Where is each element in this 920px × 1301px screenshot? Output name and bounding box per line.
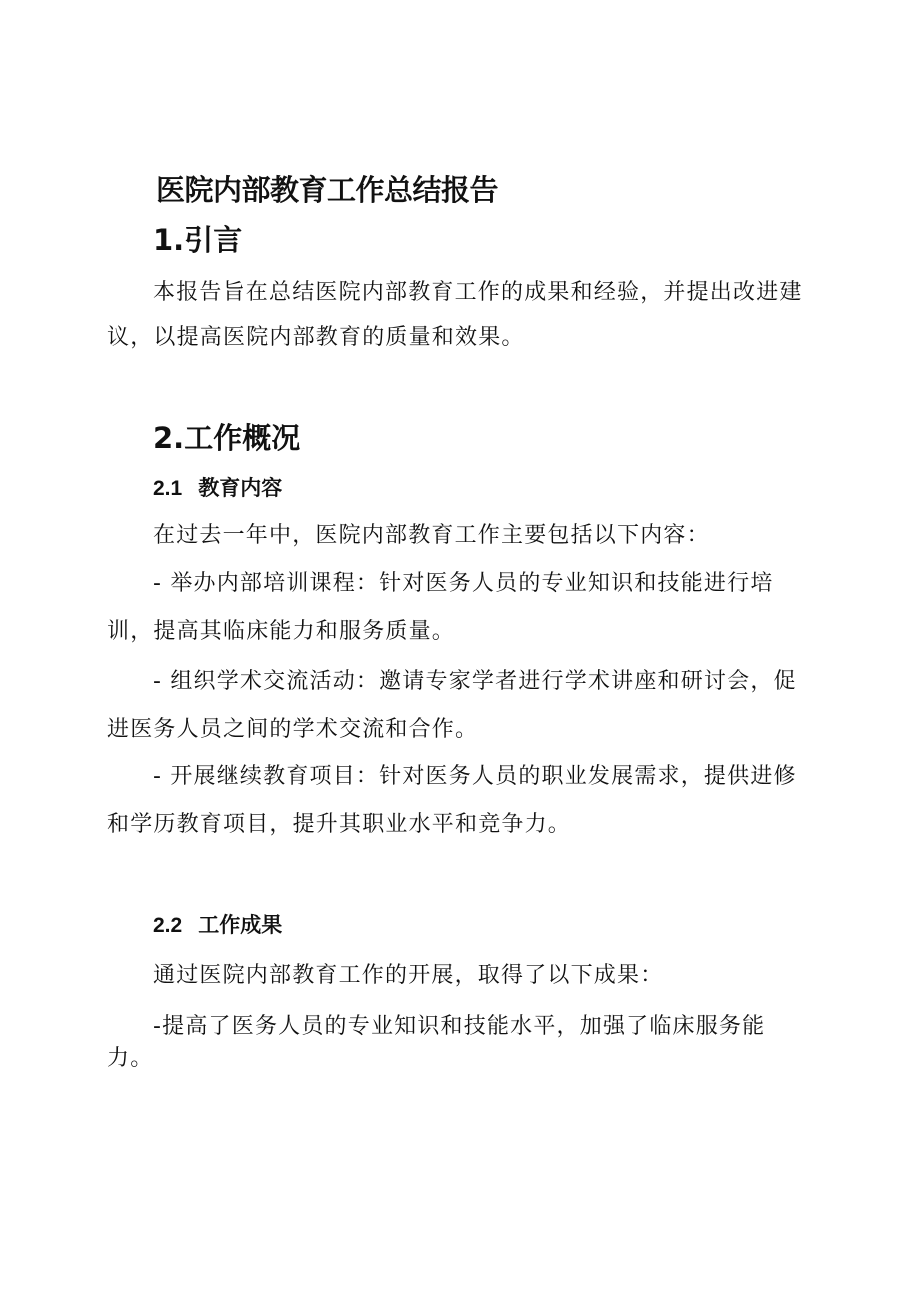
content-intro: 在过去一年中，医院内部教育工作主要包括以下内容： — [153, 523, 710, 548]
section-heading-text: 工作概况 — [184, 421, 301, 455]
subsection-title: 工作成果 — [198, 914, 283, 937]
list-item-line: -提高了医务人员的专业知识和技能水平，加强了临床服务能 — [153, 1014, 766, 1039]
list-item-line: 力。 — [107, 1046, 154, 1071]
section-heading-introduction: 1.引言 — [153, 223, 243, 257]
subsection-number: 2.1 — [153, 477, 183, 500]
introduction-line: 议，以提高医院内部教育的质量和效果。 — [107, 325, 525, 350]
results-intro: 通过医院内部教育工作的开展，取得了以下成果： — [153, 963, 664, 988]
list-item-line: - 开展继续教育项目：针对医务人员的职业发展需求，提供进修 — [153, 764, 797, 789]
section-number: 2. — [153, 421, 185, 455]
subsection-number: 2.2 — [153, 914, 183, 937]
list-item-line: 和学历教育项目，提升其职业水平和竞争力。 — [107, 812, 572, 837]
subsection-heading-content — [153, 478, 282, 499]
subsection-heading-results — [153, 915, 282, 936]
document-title: 医院内部教育工作总结报告 — [156, 173, 499, 207]
list-item-line: 训，提高其临床能力和服务质量。 — [107, 619, 456, 644]
introduction-line: 本报告旨在总结医院内部教育工作的成果和经验，并提出改进建 — [153, 280, 803, 305]
list-item-line: - 组织学术交流活动：邀请专家学者进行学术讲座和研讨会，促 — [153, 669, 797, 694]
section-heading-overview — [153, 421, 301, 455]
list-item-line: 进医务人员之间的学术交流和合作。 — [107, 717, 479, 742]
list-item-line: - 举办内部培训课程：针对医务人员的专业知识和技能进行培 — [153, 571, 774, 596]
subsection-title: 教育内容 — [198, 477, 283, 500]
